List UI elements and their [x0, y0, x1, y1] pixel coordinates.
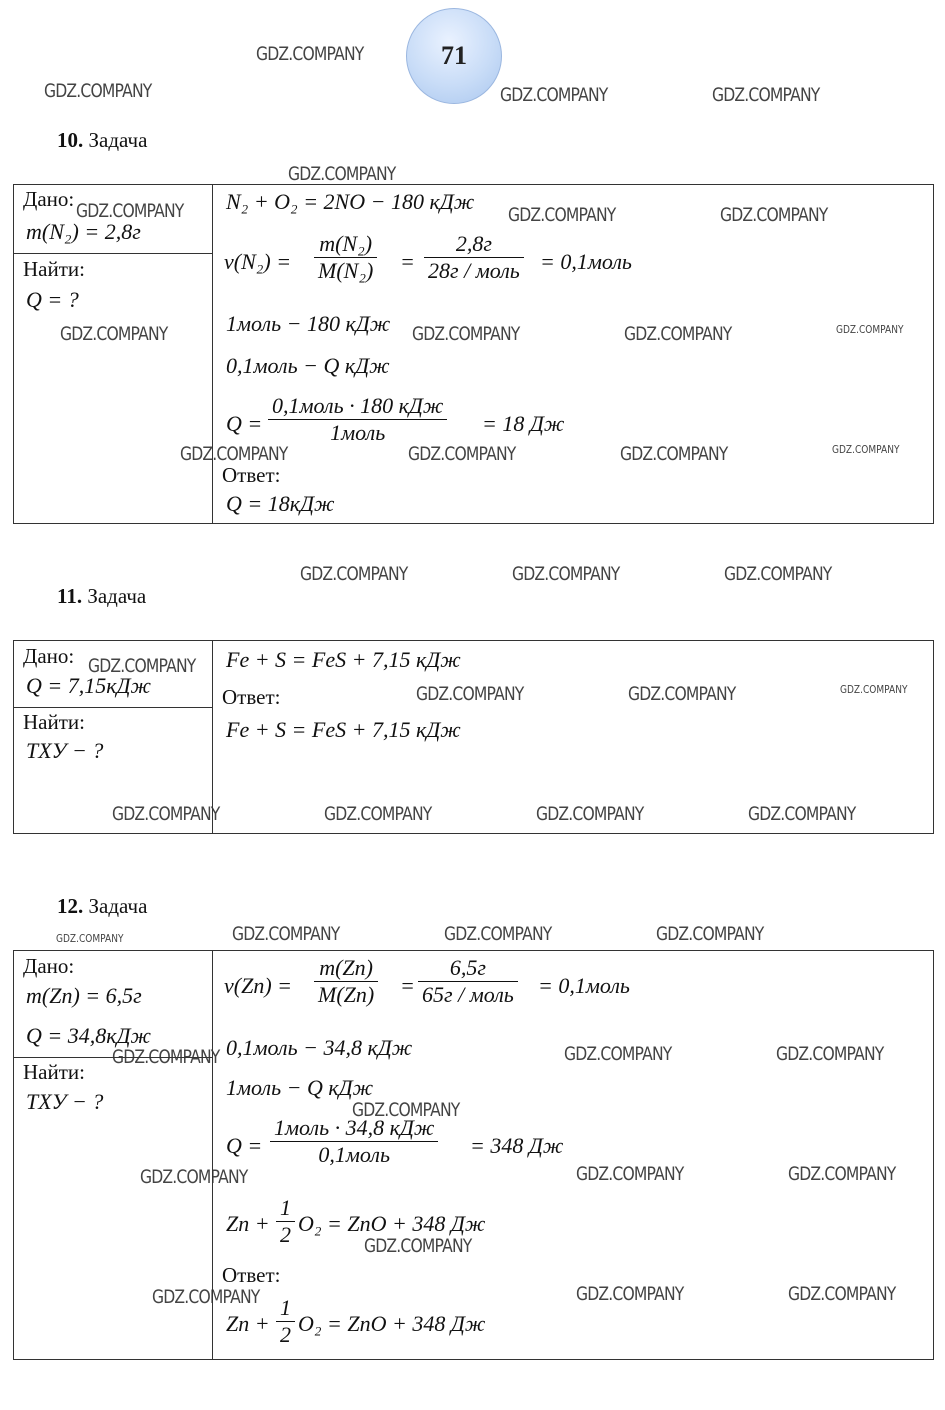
given-label: Дано: — [23, 954, 75, 978]
given-label: Дано: — [23, 187, 75, 211]
task10-nu-result: = 0,1моль — [540, 249, 632, 274]
task10-nu-left: ν(N₂) = — [224, 249, 292, 274]
watermark: GDZ.COMPANY — [576, 1163, 684, 1185]
task12-answer-left: Zn + — [226, 1311, 270, 1336]
task10-q-fraction — [268, 393, 447, 446]
task10-given-column — [14, 185, 213, 523]
task12-given-q: Q = 34,8кДж — [26, 1023, 151, 1048]
watermark: GDZ.COMPANY — [536, 803, 644, 825]
task11-given-column — [14, 641, 213, 833]
watermark: GDZ.COMPANY — [140, 1166, 248, 1188]
task12-proportion-2: 1моль − Q кДж — [226, 1075, 374, 1100]
divider — [14, 707, 212, 708]
page-number: 71 — [441, 41, 467, 70]
task11-find: ТХУ − ? — [26, 738, 104, 763]
watermark: GDZ.COMPANY — [324, 803, 432, 825]
task10-proportion-2: 0,1моль − Q кДж — [226, 353, 390, 378]
watermark: GDZ.COMPANY — [628, 683, 736, 705]
find-label: Найти: — [23, 710, 85, 734]
numerator: 1 — [280, 1195, 291, 1220]
task12-answer-half — [276, 1295, 295, 1348]
denominator: 2 — [276, 1221, 295, 1248]
task10-q-left: Q = — [226, 411, 263, 436]
task12-eq-right: O₂ = ZnO + 348 Дж — [298, 1211, 486, 1236]
watermark: GDZ.COMPANY — [564, 1043, 672, 1065]
watermark: GDZ.COMPANY — [500, 84, 608, 106]
answer-label: Ответ: — [222, 685, 281, 709]
numerator: 6,5г — [449, 955, 486, 980]
denominator: M(N₂) — [314, 257, 377, 284]
task12-eq-left: Zn + — [226, 1211, 270, 1236]
task-label: Задача — [87, 584, 147, 608]
task11-answer: Fe + S = FeS + 7,15 кДж — [226, 717, 461, 742]
divider — [14, 253, 212, 254]
watermark: GDZ.COMPANY — [788, 1283, 896, 1305]
denominator: 28г / моль — [424, 257, 524, 284]
given-label: Дано: — [23, 644, 75, 668]
task12-nu-result: = 0,1моль — [538, 973, 630, 998]
task12-nu-left: ν(Zn) = — [224, 973, 292, 998]
watermark: GDZ.COMPANY — [364, 1235, 472, 1257]
denominator: 2 — [276, 1321, 295, 1348]
equals: = — [400, 249, 415, 274]
watermark: GDZ.COMPANY — [60, 323, 168, 345]
denominator: 1моль — [268, 419, 447, 446]
numerator: 0,1моль · 180 кДж — [272, 393, 444, 418]
watermark: GDZ.COMPANY — [88, 655, 196, 677]
task11-number: 11. — [57, 584, 83, 608]
numerator: m(Zn) — [319, 955, 373, 980]
task10-nu-fraction-2 — [424, 231, 524, 284]
watermark: GDZ.COMPANY — [412, 323, 520, 345]
task12-proportion-1: 0,1моль − 34,8 кДж — [226, 1035, 413, 1060]
task10-q-result: = 18 Дж — [482, 411, 565, 436]
watermark: GDZ.COMPANY — [44, 80, 152, 102]
denominator: 65г / моль — [418, 981, 518, 1008]
task12-find: ТХУ − ? — [26, 1089, 104, 1114]
task12-title — [57, 894, 147, 919]
answer-label: Ответ: — [222, 1263, 281, 1287]
task12-q-result: = 348 Дж — [470, 1133, 564, 1158]
watermark: GDZ.COMPANY — [408, 443, 516, 465]
watermark: GDZ.COMPANY — [300, 563, 408, 585]
find-label: Найти: — [23, 1060, 85, 1084]
watermark: GDZ.COMPANY — [352, 1099, 460, 1121]
watermark: GDZ.COMPANY — [180, 443, 288, 465]
denominator: M(Zn) — [314, 981, 378, 1008]
task10-number: 10. — [57, 128, 84, 152]
task-label: Задача — [88, 128, 148, 152]
watermark: GDZ.COMPANY — [836, 323, 904, 336]
task10-nu-fraction — [314, 231, 377, 284]
task12-eq-half — [276, 1195, 295, 1248]
task12-nu-fraction-2 — [418, 955, 518, 1008]
watermark: GDZ.COMPANY — [624, 323, 732, 345]
watermark: GDZ.COMPANY — [112, 1046, 220, 1068]
task12-number: 12. — [57, 894, 84, 918]
page-number-badge — [406, 8, 502, 104]
watermark: GDZ.COMPANY — [788, 1163, 896, 1185]
watermark: GDZ.COMPANY — [776, 1043, 884, 1065]
task12-given-column — [14, 951, 213, 1359]
watermark: GDZ.COMPANY — [288, 163, 396, 185]
numerator: 1 — [280, 1295, 291, 1320]
watermark: GDZ.COMPANY — [416, 683, 524, 705]
task11-title — [57, 584, 146, 609]
task12-answer-right: O₂ = ZnO + 348 Дж — [298, 1311, 486, 1336]
task10-proportion-1: 1моль − 180 кДж — [226, 311, 391, 336]
task11-box — [13, 640, 934, 834]
watermark: GDZ.COMPANY — [724, 563, 832, 585]
watermark: GDZ.COMPANY — [256, 43, 364, 65]
watermark: GDZ.COMPANY — [152, 1286, 260, 1308]
answer-label: Ответ: — [222, 463, 281, 487]
numerator: 1моль · 34,8 кДж — [274, 1115, 435, 1140]
task10-equation: N₂ + O₂ = 2NO − 180 кДж — [226, 189, 475, 214]
task12-given-mass: m(Zn) = 6,5г — [26, 983, 142, 1008]
task12-q-fraction — [270, 1115, 438, 1168]
find-label: Найти: — [23, 257, 85, 281]
denominator: 0,1моль — [270, 1141, 438, 1168]
watermark: GDZ.COMPANY — [76, 200, 184, 222]
task12-q-left: Q = — [226, 1133, 263, 1158]
task-label: Задача — [88, 894, 148, 918]
watermark: GDZ.COMPANY — [620, 443, 728, 465]
watermark: GDZ.COMPANY — [712, 84, 820, 106]
task10-answer: Q = 18кДж — [226, 491, 335, 516]
watermark: GDZ.COMPANY — [508, 204, 616, 226]
task12-box — [13, 950, 934, 1360]
watermark: GDZ.COMPANY — [56, 932, 124, 945]
task11-equation: Fe + S = FeS + 7,15 кДж — [226, 647, 461, 672]
watermark: GDZ.COMPANY — [832, 443, 900, 456]
numerator: 2,8г — [455, 231, 492, 256]
task10-title — [57, 128, 147, 153]
watermark: GDZ.COMPANY — [512, 563, 620, 585]
task10-given-mass: m(N₂) = 2,8г — [26, 219, 141, 244]
watermark: GDZ.COMPANY — [840, 683, 908, 696]
equals: = — [400, 973, 415, 998]
watermark: GDZ.COMPANY — [112, 803, 220, 825]
task10-find: Q = ? — [26, 287, 79, 312]
watermark: GDZ.COMPANY — [232, 923, 340, 945]
divider — [14, 1057, 212, 1058]
watermark: GDZ.COMPANY — [656, 923, 764, 945]
numerator: m(N₂) — [319, 231, 373, 256]
task11-given-q: Q = 7,15кДж — [26, 673, 151, 698]
task12-nu-fraction — [314, 955, 378, 1008]
watermark: GDZ.COMPANY — [720, 204, 828, 226]
watermark: GDZ.COMPANY — [576, 1283, 684, 1305]
watermark: GDZ.COMPANY — [748, 803, 856, 825]
watermark: GDZ.COMPANY — [444, 923, 552, 945]
task10-box — [13, 184, 934, 524]
